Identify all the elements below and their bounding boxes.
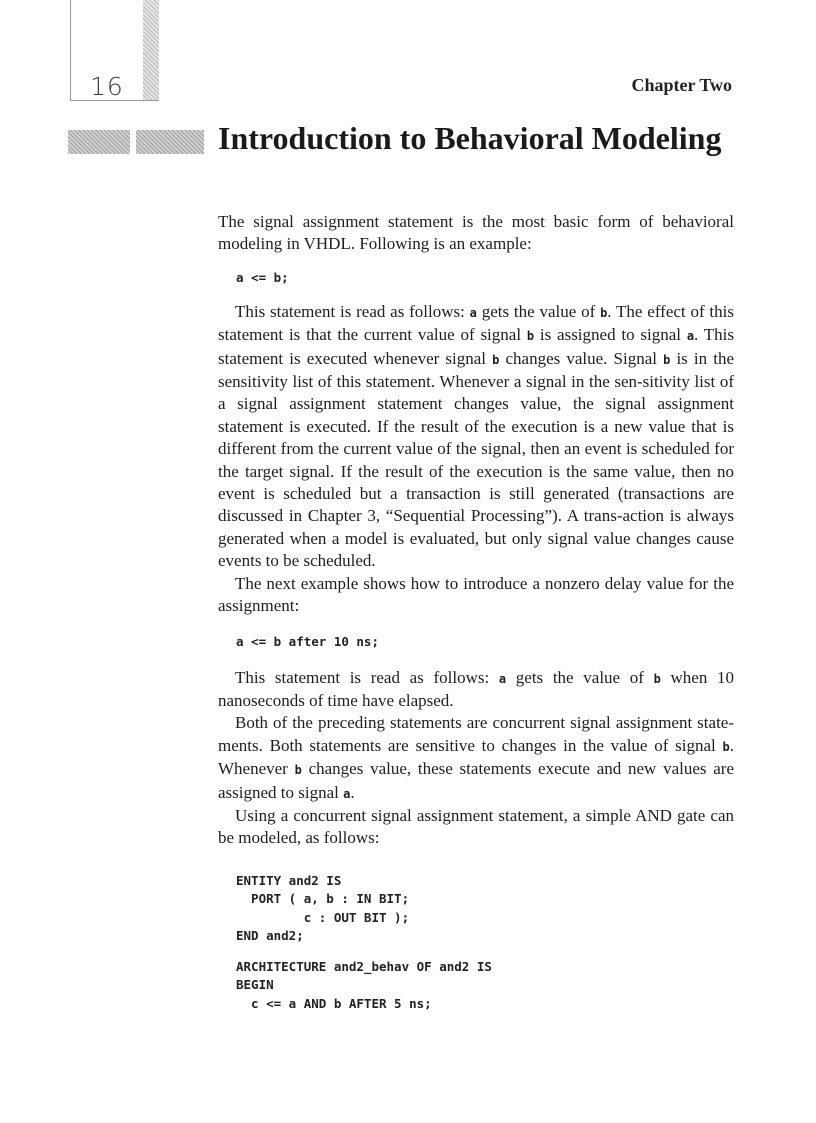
paragraph-text: Both of the preceding statements are concurrent signal assignment state-ments. Both statements are sensitive to changes in the value of signal	[218, 713, 734, 755]
paragraph-text: is assigned to signal	[534, 325, 687, 345]
paragraph-text: gets the value of	[476, 301, 601, 321]
code-example-assignment: a <= b;	[236, 269, 289, 285]
paragraph-text: This statement is read as follows:	[235, 667, 499, 687]
tab-rule-vertical	[70, 0, 71, 100]
paragraph-read-as-delay	[218, 667, 734, 713]
page-number: 16	[90, 72, 124, 101]
section-heading: Introduction to Behavioral Modeling	[218, 120, 722, 156]
inline-code: a	[686, 329, 695, 344]
paragraph-text: . This statement is executed whenever signal	[218, 325, 735, 368]
paragraph-read-as	[218, 301, 734, 573]
page-edge-tab	[143, 0, 159, 100]
inline-code: b	[526, 329, 535, 344]
paragraph-text: changes value, these statements execute and new values are assigned to signal	[218, 759, 734, 802]
inline-code: a	[498, 671, 507, 686]
code-example-delay: a <= b after 10 ns;	[236, 633, 379, 649]
paragraph-intro: The signal assignment statement is the most basic form of behavioral modeling in VHDL. Following is an example:	[218, 212, 734, 254]
inline-code: a	[343, 786, 351, 801]
paragraph-text: is in the sensitivity list of this statement. Whenever a signal in the sen-sitivity list of a signal assignment statement changes value, the signal assignment statement is executed. If the result of the execution is a new value that is different from the current value of the signal, then an event is scheduled for the target signal. If the result of the execution is the same value, then no event is scheduled but a transaction is still generated (transactions are discussed in Chapter 3, “Sequential Processing”). A trans-action is always generated when a model is evaluated, but only signal value changes cause events to be scheduled.	[218, 348, 734, 571]
inline-code: b	[722, 739, 730, 754]
paragraph-text: gets the value of	[506, 667, 654, 687]
paragraph-concurrent	[218, 712, 734, 805]
paragraph-text: changes value. Signal	[499, 348, 664, 368]
section-marker-right	[136, 130, 204, 154]
inline-code: b	[653, 671, 661, 686]
paragraph-and-gate: Using a concurrent signal assignment statement, a simple AND gate can be modeled, as follows:	[218, 805, 734, 848]
code-architecture-and2: ARCHITECTURE and2_behav OF and2 IS BEGIN c <= a AND b AFTER 5 ns;	[236, 958, 492, 1011]
paragraph-text: This statement is read as follows:	[235, 301, 470, 321]
code-entity-and2: ENTITY and2 IS PORT ( a, b : IN BIT; c : OUT BIT ); END and2;	[236, 872, 410, 944]
paragraph-text: .	[350, 782, 355, 802]
inline-code: b	[600, 305, 608, 320]
paragraph-text: . The effect of this statement is that the current value of signal	[218, 301, 734, 345]
inline-code: b	[294, 763, 302, 778]
inline-code: b	[492, 352, 500, 367]
inline-code: a	[469, 305, 477, 320]
running-head: Chapter Two	[631, 75, 732, 95]
inline-code: b	[663, 352, 671, 367]
section-marker-left	[68, 130, 130, 154]
body-text	[218, 211, 734, 1013]
paragraph-text: when 10 nanoseconds of time have elapsed.	[218, 667, 734, 710]
paragraph-text: . Whenever	[218, 735, 734, 779]
paragraph-next-example: The next example shows how to introduce a nonzero delay value for the assignment:	[218, 573, 734, 616]
